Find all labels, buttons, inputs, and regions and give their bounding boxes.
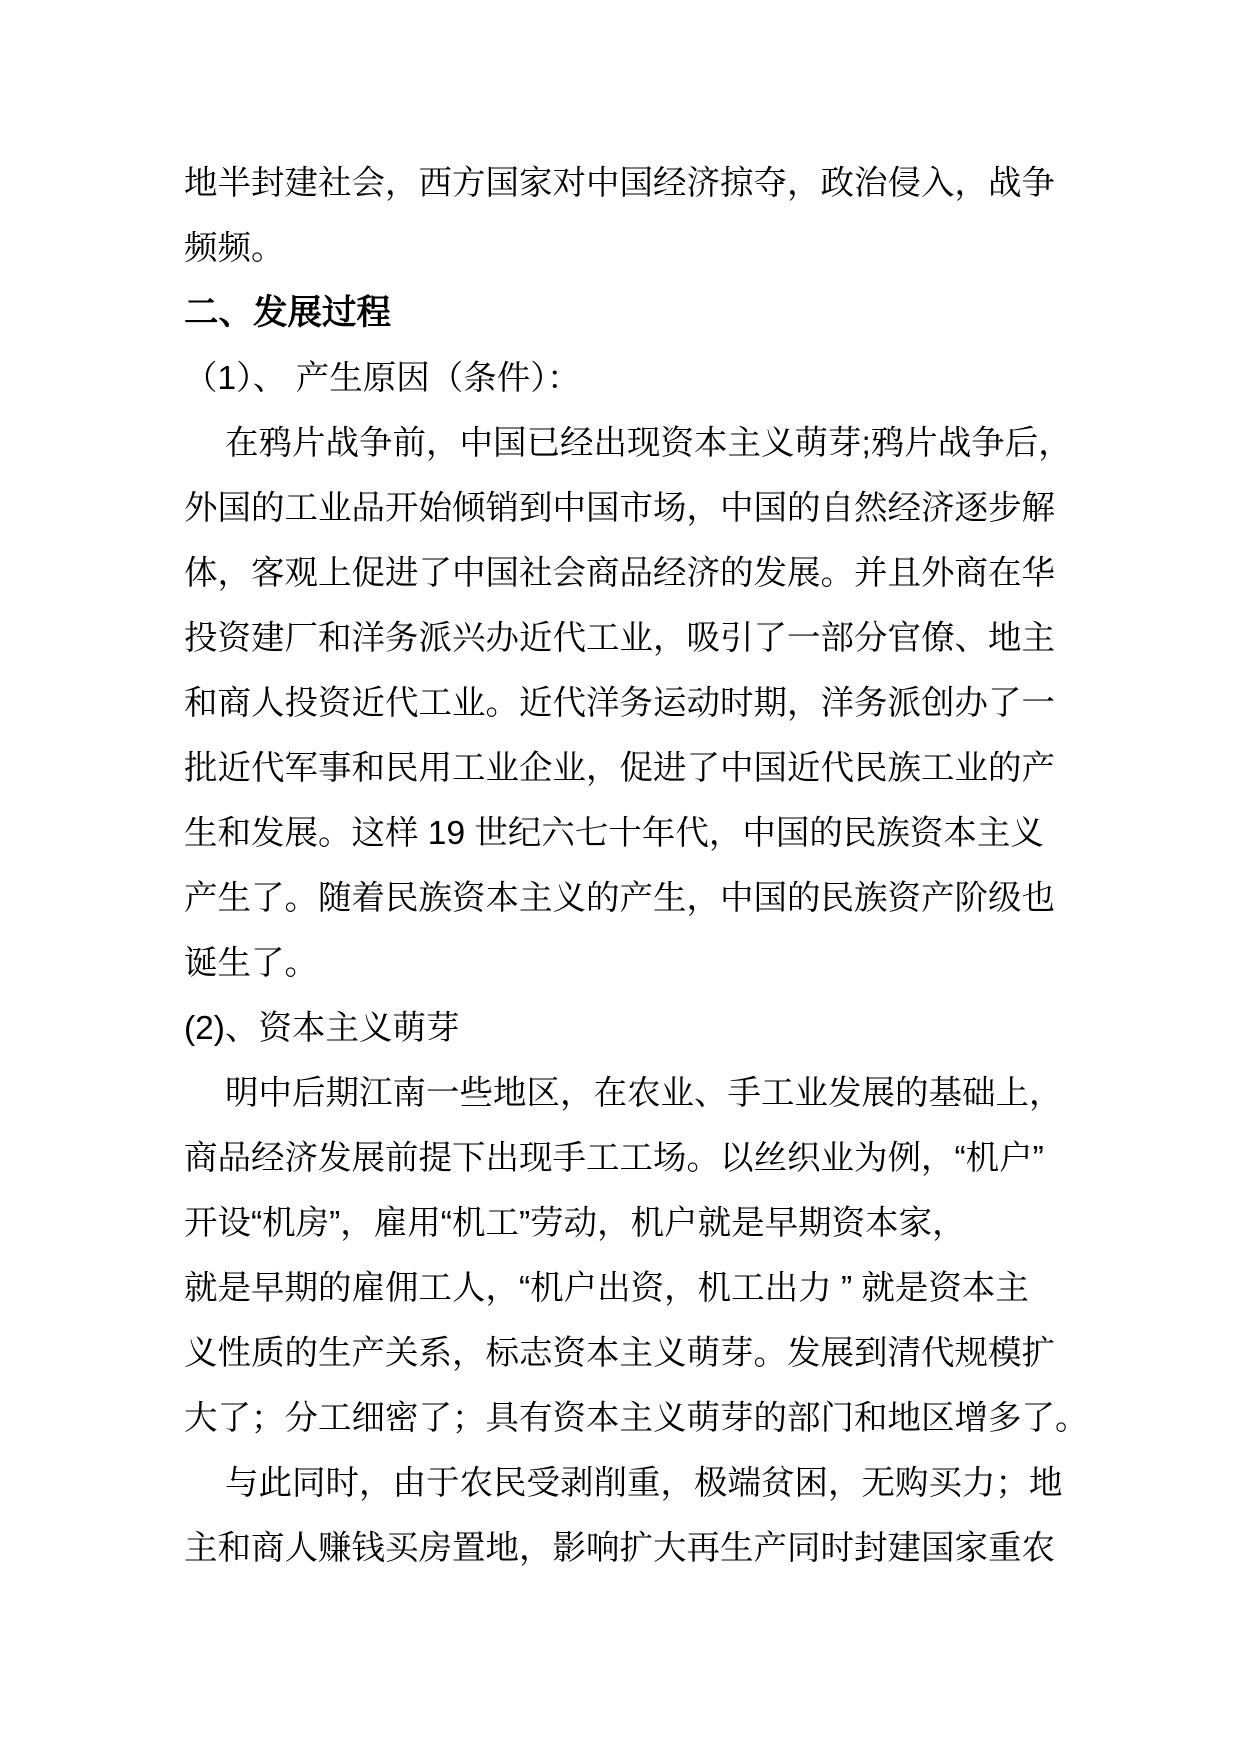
paragraph-line: 明中后期江南一些地区，在农业、手工业发展的基础上，	[225, 1075, 1063, 1112]
paragraph-line: 开设“机房”，雇用“机工”劳动，机户就是早期资本家，	[184, 1205, 966, 1242]
paragraph-line: 大了；分工细密了；具有资本主义萌芽的部门和地区增多了。	[184, 1400, 1089, 1437]
paragraph-line: 地半封建社会，西方国家对中国经济掠夺，政治侵入，战争	[184, 165, 1055, 202]
paragraph-line: 商品经济发展前提下出现手工工场。以丝织业为例，“机户”	[184, 1140, 1044, 1177]
document-body	[184, 151, 1241, 1581]
paragraph-line: 体，客观上促进了中国社会商品经济的发展。并且外商在华	[184, 555, 1055, 592]
paragraph-line: 和商人投资近代工业。近代洋务运动时期，洋务派创办了一	[184, 685, 1055, 722]
paragraph-line: 主和商人赚钱买房置地，影响扩大再生产同时封建国家重农	[184, 1530, 1055, 1567]
paragraph-line: 外国的工业品开始倾销到中国市场，中国的自然经济逐步解	[184, 490, 1055, 527]
paragraph-line: 生和发展。这样 19 世纪六七十年代，中国的民族资本主义	[184, 815, 1044, 852]
paragraph-line: 就是早期的雇佣工人，“机户出资，机工出力 ” 就是资本主	[184, 1270, 1029, 1307]
paragraph-line: 义性质的生产关系，标志资本主义萌芽。发展到清代规模扩	[184, 1335, 1055, 1372]
paragraph-line: 投资建厂和洋务派兴办近代工业，吸引了一部分官僚、地主	[184, 620, 1055, 657]
subsection-heading: (2)、资本主义萌芽	[184, 1010, 460, 1047]
paragraph-line: 与此同时，由于农民受剥削重，极端贫困，无购买力；地	[225, 1465, 1063, 1502]
paragraph-line: 批近代军事和民用工业企业，促进了中国近代民族工业的产	[184, 750, 1055, 787]
section-heading: 二、发展过程	[184, 294, 391, 332]
paragraph-line: 产生了。随着民族资本主义的产生，中国的民族资产阶级也	[184, 880, 1055, 917]
paragraph-line: 频频。	[184, 230, 285, 267]
paragraph-line: 在鸦片战争前，中国已经出现资本主义萌芽;鸦片战争后，	[225, 425, 1072, 462]
subsection-heading: （1）、 产生原因（条件）：	[184, 360, 581, 397]
paragraph-line: 诞生了。	[184, 945, 318, 982]
